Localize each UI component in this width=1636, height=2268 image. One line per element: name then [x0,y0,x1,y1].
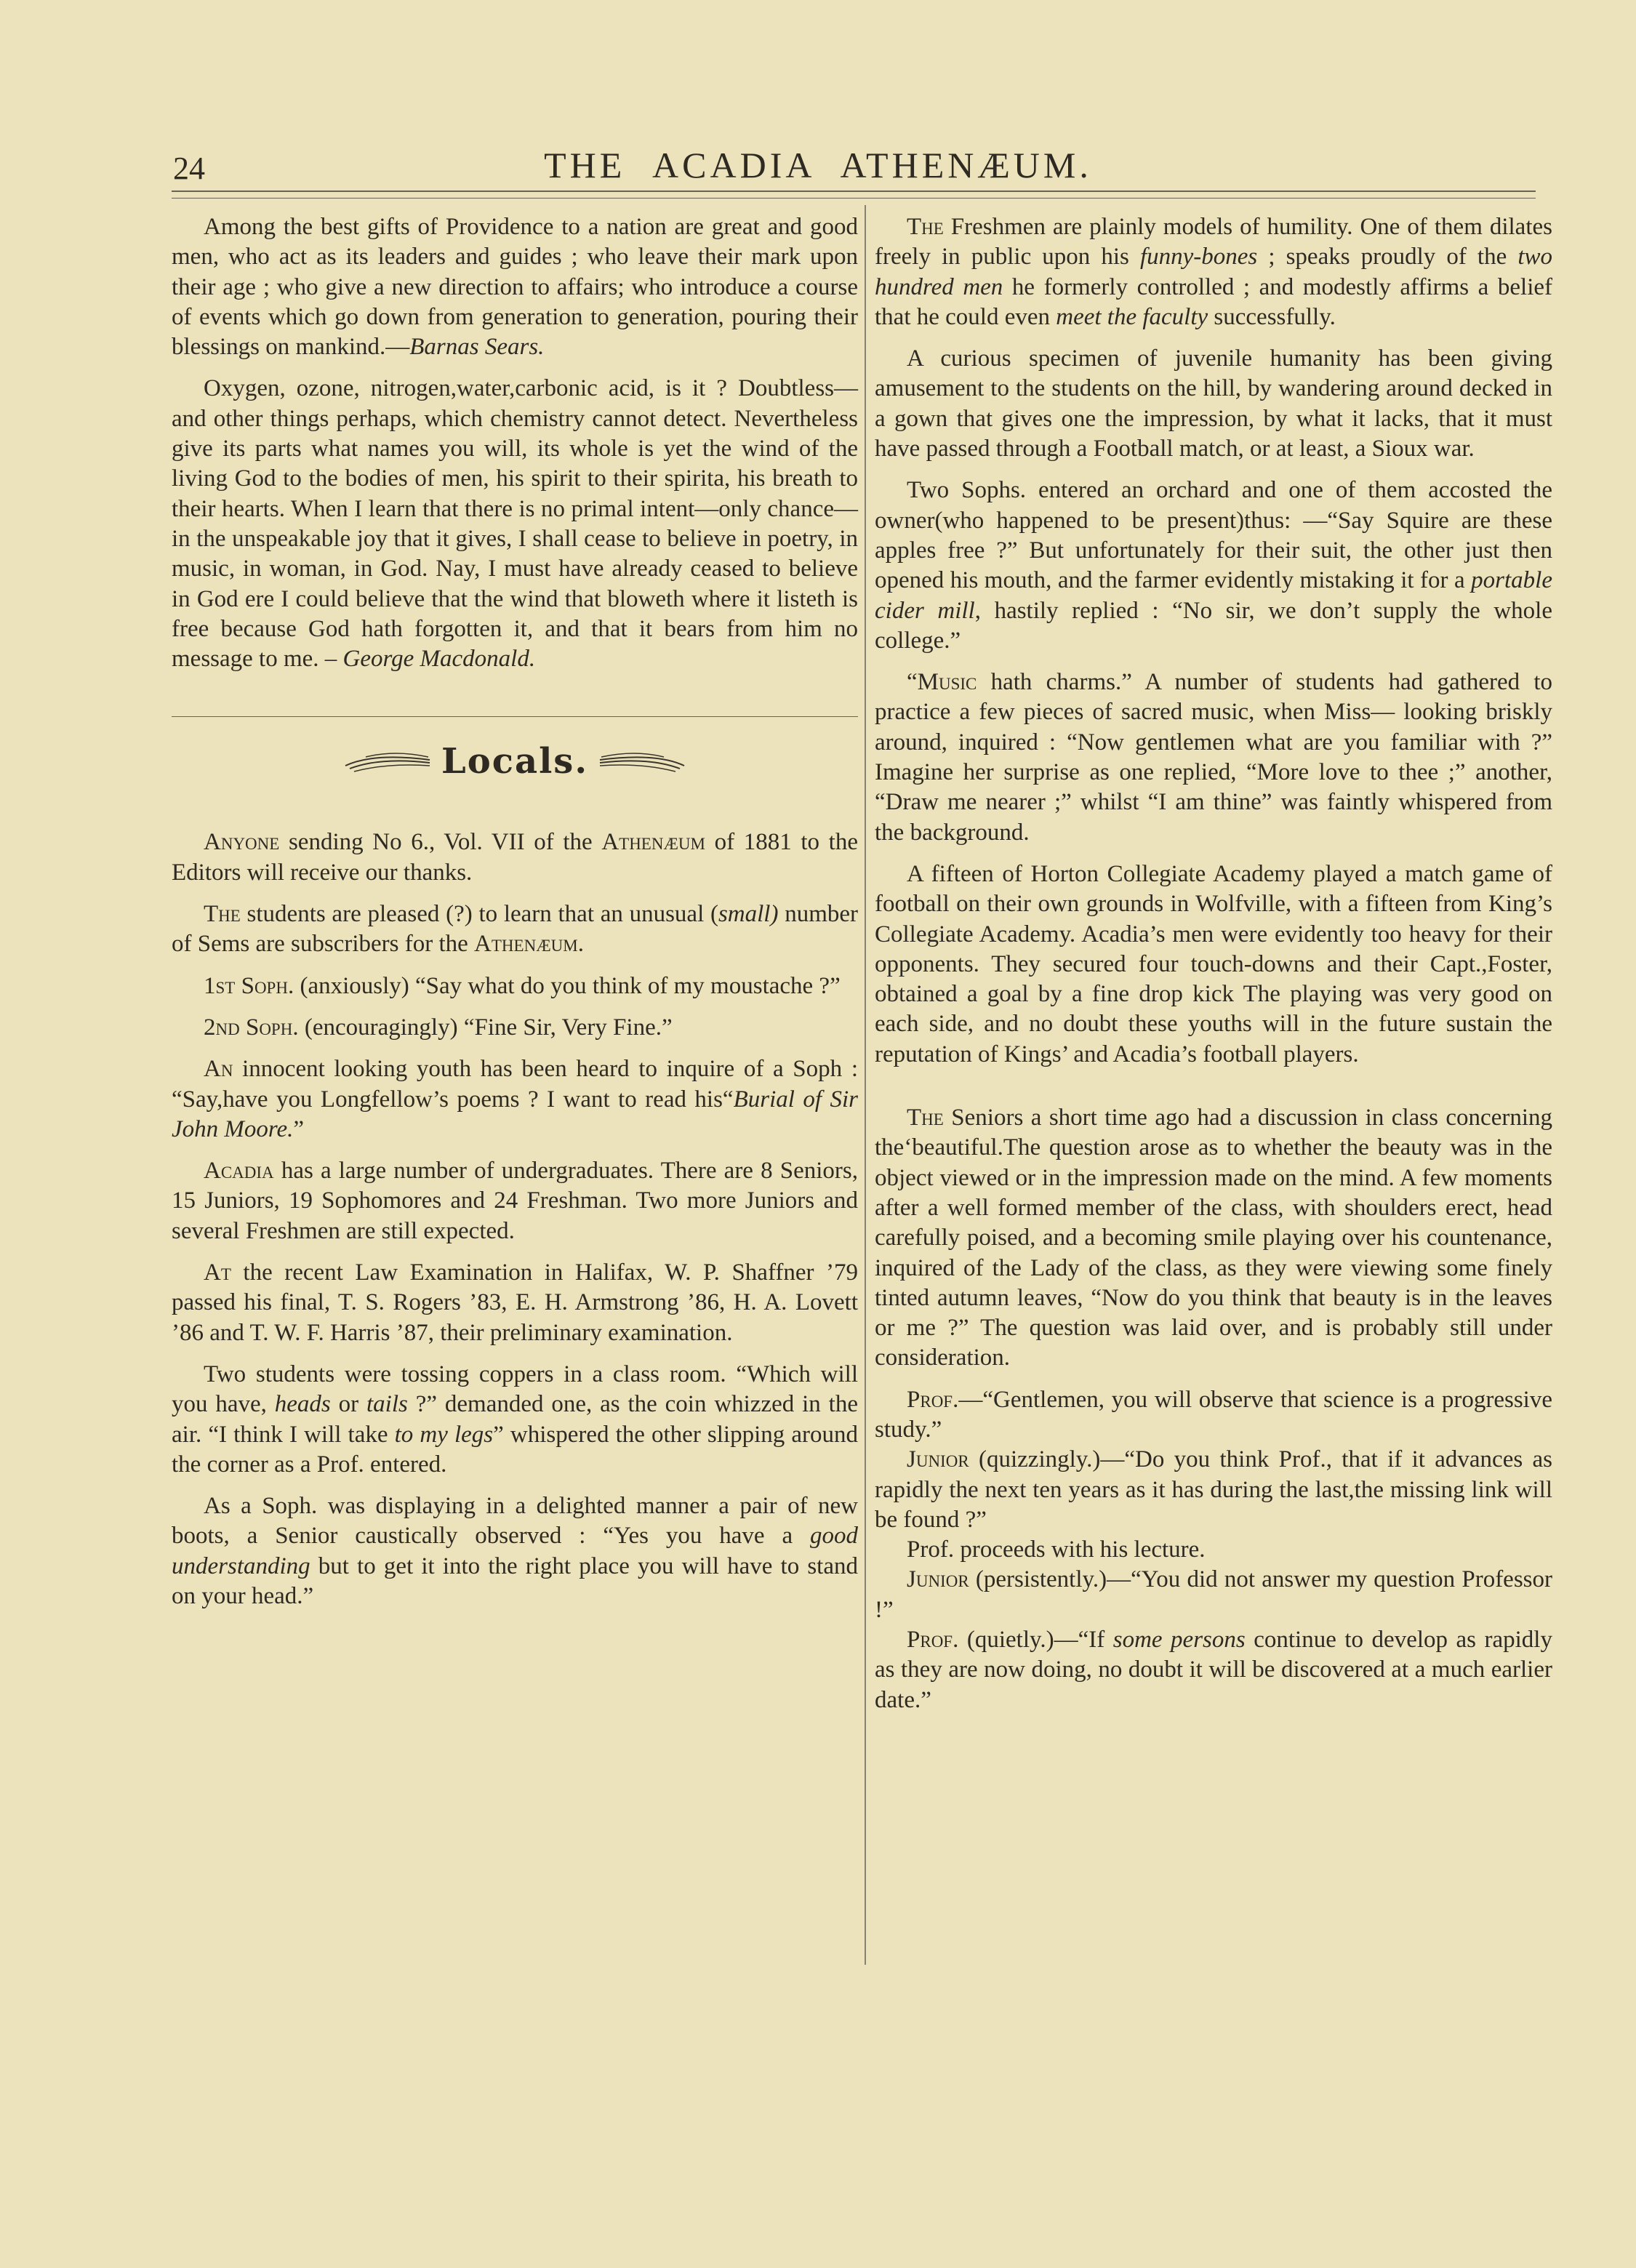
locals-heading-row [172,736,858,787]
quote-text: Among the best gifts of Providence to a nation are great and good men, who act as its leaders and guides ; who leave their mark upon their age ; who give a new direction to affairs; who introduce a course of events which go down from generation to generation, pouring their blessings on mankind.— [172,214,858,361]
dialogue-line: Prof. (quietly.)—“If some persons continue to develop as rapidly as they are now doing, no doubt it will be discovered at a much earlier date.” [875,1627,1552,1713]
quote-paragraph [172,374,858,674]
right-column [875,212,1552,1715]
local-item: “Music hath charms.” A number of students had gathered to practice a few pieces of sacred music, when Miss— looking briskly around, inquired : “Now gentlemen what are you familiar with ?” Imagine her surprise as one replied, “More love to thee ;” another, “Draw me nearer ;” whilst “I am thine” was faintly whispered from the background. [875,669,1552,846]
column-divider [865,205,866,1965]
local-item: An innocent looking youth has been heard to inquire of a Soph : “Say,have you Longfellow’s poems ? I want to read his“Burial of Sir John Moore.” [172,1056,858,1142]
local-item: The Seniors a short time ago had a discussion in class concerning the‘beautiful.The question arose as to whether the beauty was in the object viewed or in the impression made on the mind. A few moments after a well formed member of the class, with shoulders erect, head carefully poised, and a becoming smile playing over his countenance, inquired of the Lady of the class, as they were viewing some finely tinted autumn leaves, “Now do you think that beauty is in the leaves or me ?” The question was laid over, and is probably still under consideration. [875,1105,1552,1371]
quote-text: Oxygen, ozone, nitrogen,water,carbonic acid, is it ? Doubtless—and other things perhaps, which chemistry cannot detect. Nevertheless give its parts what names you will, its whole is yet the wind of the living God to the bodies of men, his spirit to their spirita, his breath to their hearts. When I learn that there is no primal intent—only chance—in the unspeakable joy that it gives, I shall cease to believe in poetry, in music, in woman, in God. Nay, I must have already ceased to believe in God ere I could believe that the wind that bloweth where it listeth is free because God hath forgotten it, and that it bears from him no message to me. – [172,375,858,673]
local-item: Acadia has a large number of undergraduates. There are 8 Seniors, 15 Juniors, 19 Sophomores and 24 Freshman. Two more Juniors and several Freshmen are still expected. [172,1158,858,1244]
local-item: A fifteen of Horton Collegiate Academy played a match game of football on their own grounds in Wolfville, with a fifteen from King’s Collegiate Academy. Acadia’s men were evidently too heavy for their opponents. They secured four touch-downs and their Capt.,Foster, obtained a goal by a fine drop kick The playing was very good on each side, and no doubt these youths will in the future sustain the reputation of Kings’ and Acadia’s football players. [875,860,1552,1067]
dialogue-line: Junior (persistently.)—“You did not answer my question Professor !” [875,1566,1552,1623]
masthead-title: THE ACADIA ATHENÆUM. [544,145,1092,185]
local-item: Two students were tossing coppers in a class room. “Which will you have, heads or tails ?” demanded one, as the coin whizzed in the air. “I think I will take to my legs” whispered the other slipping around the corner as a Prof. entered. [172,1361,859,1478]
section-heading: Locals. [441,740,589,782]
dialogue-line: Prof. proceeds with his lecture. [907,1536,1206,1563]
local-item: At the recent Law Examination in Halifax, W. P. Shaffner ’79 passed his final, T. S. Rogers ’83, E. H. Armstrong ’86, H. A. Lovett ’86 and T. W. F. Harris ’87, their preliminary examination. [172,1259,858,1346]
local-item: A curious specimen of juvenile humanity has been giving amusement to the students on the hill, by wandering around decked in a gown that gives one the impression, by what it lacks, that it must have passed through a Football match, or at least, a Sioux war. [875,345,1552,462]
local-item: Anyone sending No 6., Vol. VII of the Athenæum of 1881 to the Editors will receive our thanks. [172,829,858,886]
local-item: The Freshmen are plainly models of humility. One of them dilates freely in public upon his funny-bones ; speaks proudly of the two hundred men he formerly controlled ; and modestly affirms a belief that he could even meet the faculty successfully. [875,214,1552,330]
local-item: 1st Soph. (anxiously) “Say what do you think of my moustache ?” [204,972,841,999]
section-separator [172,716,858,717]
page-number: 24 [173,151,205,186]
quote-author: George Macdonald. [342,646,536,673]
header-rule [172,191,1536,192]
dialogue-line: Junior (quizzingly.)—“Do you think Prof., that if it advances as rapidly the next ten years as it has during the last,the missing link will be found ?” [875,1446,1552,1533]
header-rule-thin [172,198,1536,199]
local-item: Two Sophs. entered an orchard and one of them accosted the owner(who happened to be present)thus: —“Say Squire are these apples free ?” But unfortunately for their suit, the other just then opened his mouth, and the farmer evidently mistaking it for a portable cider mill, hastily replied : “No sir, we don’t supply the whole college.” [875,477,1552,654]
quote-paragraph [172,212,858,362]
dialogue-line: Prof.—“Gentlemen, you will observe that science is a progressive study.” [875,1386,1552,1443]
paragraph-gap [875,1081,1552,1103]
left-flourish-icon [344,747,431,776]
right-flourish-icon [598,747,686,776]
local-item: As a Soph. was displaying in a delighted manner a pair of new boots, a Senior caustically observed : “Yes you have a good understanding but to get it into the right place you will have to stand on your head.” [172,1493,858,1609]
local-item: 2nd Soph. (encouragingly) “Fine Sir, Very Fine.” [204,1014,673,1041]
left-column [172,212,858,1623]
local-item: The students are pleased (?) to learn that an unusual (small) number of Sems are subscribers for the Athenæum. [172,901,858,958]
quote-author: Barnas Sears. [409,334,545,361]
